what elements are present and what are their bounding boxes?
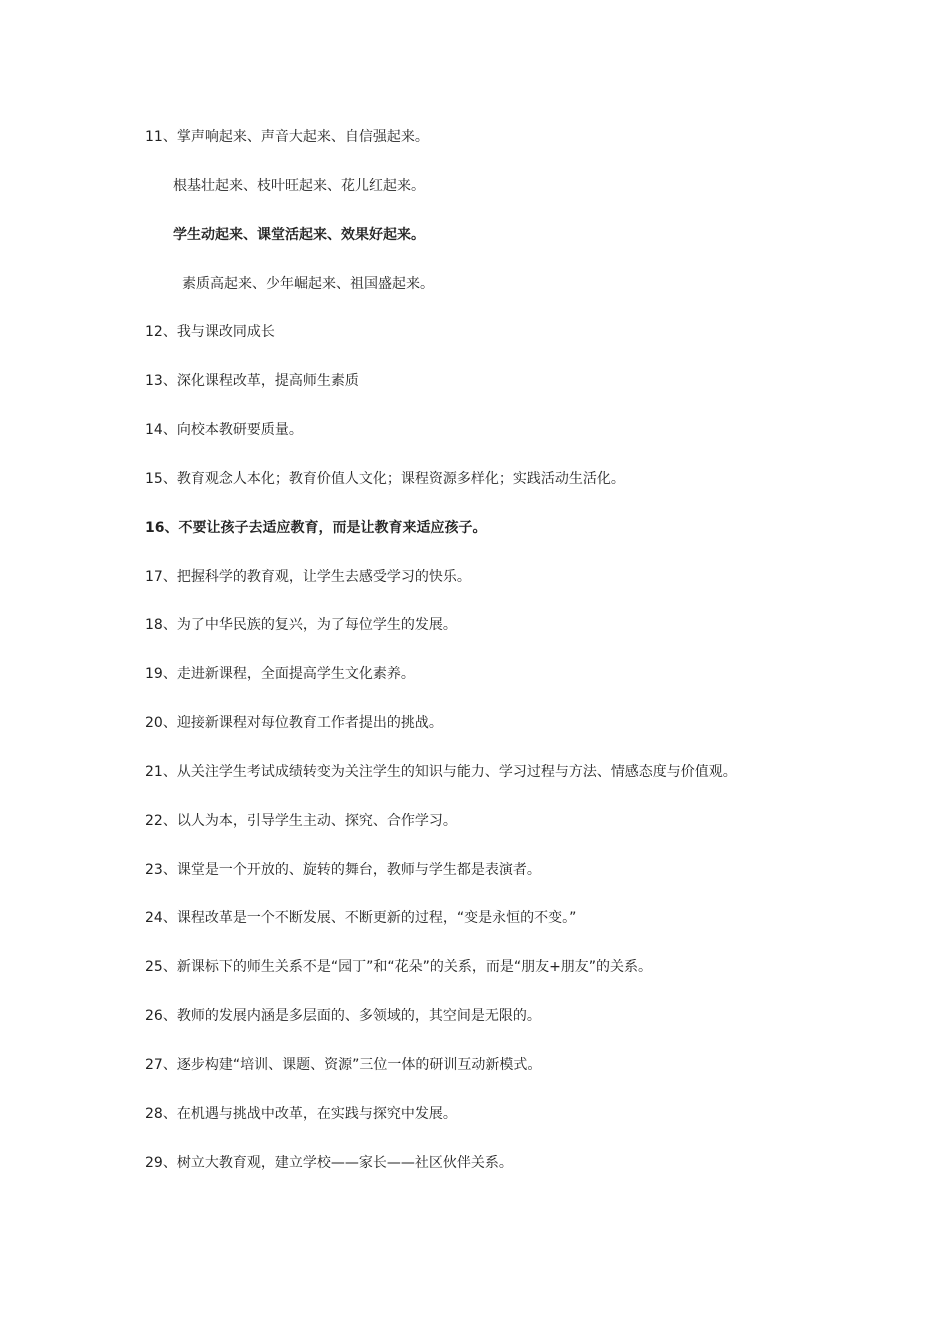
slogan-line-17: 17、把握科学的教育观，让学生去感受学习的快乐。 [145, 569, 471, 585]
slogan-line-15: 15、教育观念人本化；教育价值人文化；课程资源多样化；实践活动生活化。 [145, 471, 625, 487]
slogan-line-12: 12、我与课改同成长 [145, 324, 275, 340]
slogan-line-26: 26、教师的发展内涵是多层面的、多领域的，其空间是无限的。 [145, 1008, 541, 1024]
slogan-line-18: 18、为了中华民族的复兴，为了每位学生的发展。 [145, 617, 457, 633]
slogan-line-21: 21、从关注学生考试成绩转变为关注学生的知识与能力、学习过程与方法、情感态度与价值观。 [145, 764, 737, 780]
slogan-line-11-b: 根基壮起来、枝叶旺起来、花儿红起来。 [173, 178, 425, 194]
slogan-line-27: 27、逐步构建“培训、课题、资源”三位一体的研训互动新模式。 [145, 1057, 542, 1073]
slogan-line-11-c: 学生动起来、课堂活起来、效果好起来。 [173, 227, 425, 243]
slogan-line-29: 29、树立大教育观，建立学校——家长——社区伙伴关系。 [145, 1155, 513, 1171]
slogan-line-19: 19、走进新课程，全面提高学生文化素养。 [145, 666, 415, 682]
slogan-line-14: 14、向校本教研要质量。 [145, 422, 303, 438]
slogan-line-25: 25、新课标下的师生关系不是“园丁”和“花朵”的关系，而是“朋友+朋友”的关系。 [145, 959, 653, 975]
slogan-line-24: 24、课程改革是一个不断发展、不断更新的过程，“变是永恒的不变。” [145, 910, 577, 926]
slogan-line-13: 13、深化课程改革，提高师生素质 [145, 373, 359, 389]
slogan-line-23: 23、课堂是一个开放的、旋转的舞台，教师与学生都是表演者。 [145, 862, 541, 878]
slogan-line-22: 22、以人为本，引导学生主动、探究、合作学习。 [145, 813, 457, 829]
slogan-line-28: 28、在机遇与挑战中改革，在实践与探究中发展。 [145, 1106, 457, 1122]
slogan-line-11-d: 素质高起来、少年崛起来、祖国盛起来。 [182, 276, 434, 292]
slogan-line-20: 20、迎接新课程对每位教育工作者提出的挑战。 [145, 715, 443, 731]
slogan-line-11: 11、掌声响起来、声音大起来、自信强起来。 [145, 129, 429, 145]
slogan-line-16: 16、不要让孩子去适应教育，而是让教育来适应孩子。 [145, 520, 487, 536]
